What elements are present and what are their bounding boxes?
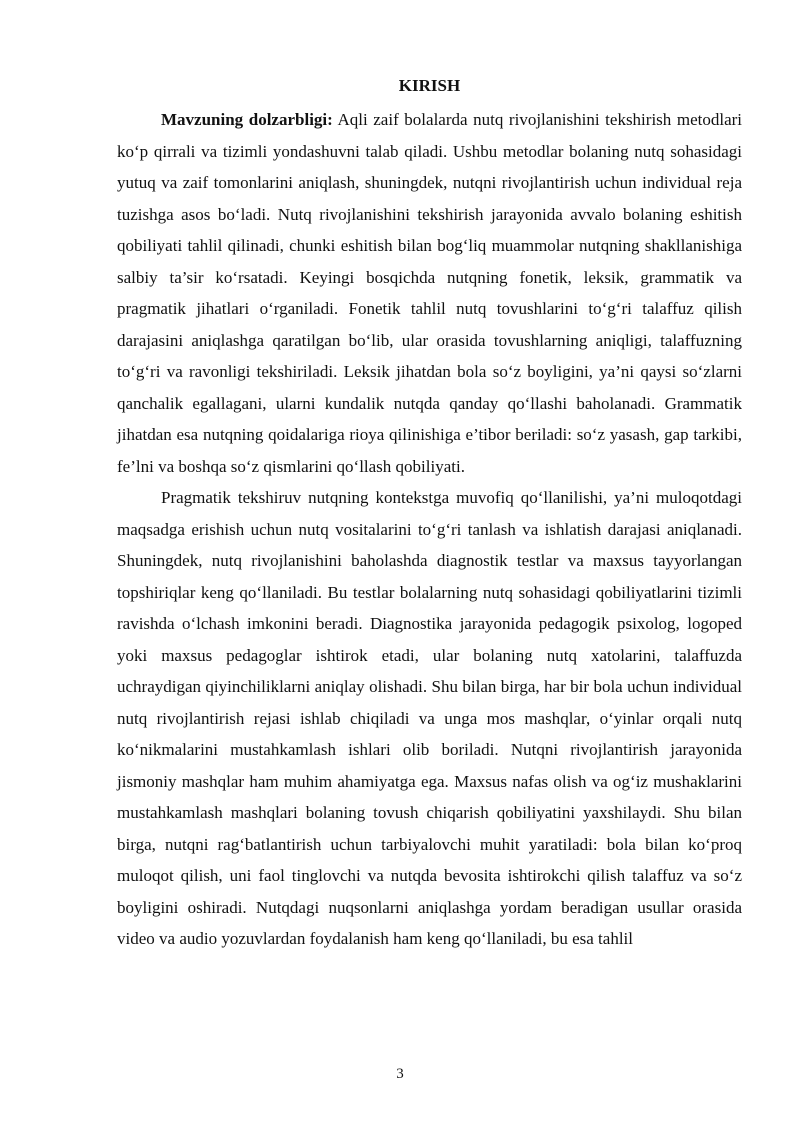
- paragraph-lead: Mavzuning dolzarbligi:: [161, 110, 333, 129]
- section-heading: KIRISH: [398, 76, 461, 95]
- paragraph-relevance: [117, 104, 742, 482]
- paragraph-text: Pragmatik tekshiruv nutqning kontekstga muvofiq qo‘llanilishi, ya’ni muloqotdagi maqsadga erishish uchun nutq vositalarini to‘g‘ri tanlash va ishlatish darajasi aniqlanadi. Shuningdek, nutq rivojlanishini baholashda diagnostik testlar va maxsus tayyorlangan topshiriqlar keng qo‘llaniladi. Bu testlar bolalarning nutq sohasidagi qobiliyatlarini tizimli ravishda o‘lchash imkonini beradi. Diagnostika jarayonida pedagogik psixolog, logoped yoki maxsus pedagoglar ishtirok etadi, ular bolaning nutq xatolarini, talaffuzda uchraydigan qiyinchiliklarni aniqlay olishadi. Shu bilan birga, har bir bola uchun individual nutq rivojlantirish rejasi ishlab chiqiladi va unga mos mashqlar, o‘yinlar orqali nutq ko‘nikmalarini mustahkamlash ishlari olib boriladi. Nutqni rivojlantirish jarayonida jismoniy mashqlar ham muhim ahamiyatga ega. Maxsus nafas olish va og‘iz mushaklarini mustahkamlash mashqlari bolaning tovush chiqarish qobiliyatini yaxshilaydi. Shu bilan birga, nutqni rag‘batlantirish uchun tarbiyalovchi muhit yaratiladi: bola bilan ko‘proq muloqot qilish, uni faol tinglovchi va nutqda bevosita ishtirokchi qilish talaffuz va so‘z boyligini oshiradi. Nutqdagi nuqsonlarni aniqlashga yordam beradigan usullar orasida video va audio yozuvlardan foydalanish ham keng qo‘llaniladi, bu esa tahlil: [117, 488, 742, 948]
- paragraph-pragmatic: [117, 482, 742, 955]
- paragraph-text: Aqli zaif bolalarda nutq rivojlanishini tekshirish metodlari ko‘p qirrali va tizimli yondashuvni talab qiladi. Ushbu metodlar bolaning nutq sohasidagi yutuq va zaif tomonlarini aniqlash, shuningdek, nutqni rivojlantirish uchun individual reja tuzishga asos bo‘ladi. Nutq rivojlanishini tekshirish jarayonida avvalo bolaning eshitish qobiliyati tahlil qilinadi, chunki eshitish bilan bog‘liq muammolar nutqning shakllanishiga salbiy ta’sir ko‘rsatadi. Keyingi bosqichda nutqning fonetik, leksik, grammatik va pragmatik jihatlari o‘rganiladi. Fonetik tahlil nutq tovushlarini to‘g‘ri talaffuz qilish darajasini aniqlashga qaratilgan bo‘lib, ular orasida tovushlarning aniqligi, talaffuzning to‘g‘ri va ravonligi tekshiriladi. Leksik jihatdan bola so‘z boyligini, ya’ni qaysi so‘zlarni qanchalik egallagani, ularni kundalik nutqda qanday qo‘llashi baholanadi. Grammatik jihatdan esa nutqning qoidalariga rioya qilinishiga e’tibor beriladi: so‘z yasash, gap tarkibi, fe’lni va boshqa so‘z qismlarini qo‘llash qobiliyati.: [117, 110, 742, 476]
- page-number: 3: [396, 1066, 404, 1082]
- document-page: [117, 74, 742, 955]
